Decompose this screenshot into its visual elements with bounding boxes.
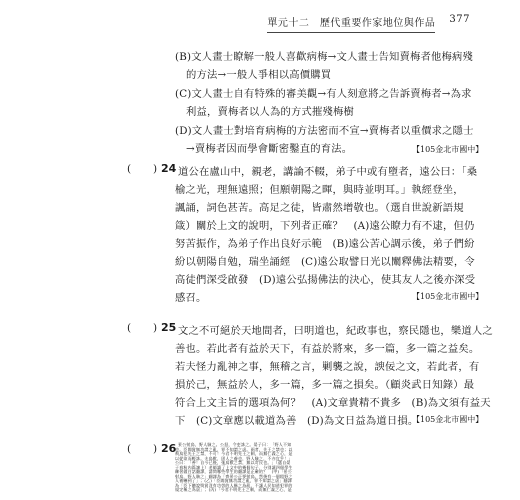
question-line: 高徒們深受啟發 (D)遠公弘揚佛法的決心，使其友人之後亦深受	[175, 274, 476, 286]
question-line: 文之不可絕於天地間者，曰明道也，紀政事也，察民隱也，樂道人之	[178, 325, 493, 337]
option-line: (B)文人畫士瞭解一般人喜歡病梅→文人畫士告知賣梅者他梅病殘	[175, 51, 473, 63]
question-line: 規定稱之為虐」；(丙)「今君不明先王之制，而無仁義之心，是	[175, 487, 292, 492]
question-line: 感召。	[175, 292, 207, 304]
q23-options	[175, 48, 475, 158]
question-line: 損於己，無益於人，多一篇，多一篇之損矣。（顧炎武日知錄）最	[175, 379, 475, 391]
answer-paren-close: )	[153, 443, 158, 455]
q25-source: 【105金北市國中】	[412, 415, 484, 424]
question-line: 練習做白話翻譯，請問哪些學生的翻譯是正確的？ (甲)「景公	[175, 469, 292, 474]
question-number-25: 25	[161, 321, 177, 334]
question-line: 景公射鳥，野人駭之。公怒，令吏誅之。晏子曰：「野人不知	[178, 442, 292, 447]
answer-paren-close: )	[153, 163, 158, 175]
page-number: 377	[449, 14, 470, 25]
answer-paren-open: (	[127, 163, 132, 175]
answer-paren-open: (	[127, 443, 132, 455]
question-number-24: 24	[161, 162, 177, 175]
question-line: 為「臣下聽說獎賞沒有功勞的人稱之為亂，不讓人民知道犯罪的	[175, 482, 293, 488]
chapter-title: 單元十二 歷代重要作家地位與作品	[267, 14, 435, 33]
option-line: (D)文人畫士對培育病梅的方法密而不宣→賣梅者以重價求之隱士	[175, 124, 474, 137]
question-line: 努苦振作，為弟子作出良好示範 (B)遠公苦心調示後，弟子們紛	[175, 238, 475, 250]
question-line: 若夫怪力亂神之事，無稽之言，剿襲之說，諛佞之文，若此者，有	[175, 361, 480, 373]
answer-paren-close: )	[153, 322, 158, 334]
question-line: 下 (C)文章應以載道為善 (D)為文日益為道日損。	[175, 415, 419, 427]
option-line: 的方法→一般人爭相以高價購買	[186, 69, 332, 82]
answer-paren-open: (	[127, 322, 132, 334]
question-line: 善也。若此者有益於天下，有益於將來，多一篇，多一篇之益矣。	[175, 343, 480, 355]
question-line: 公曰：「善！自今已後，弛鳥獸之禁，無以苛民也。」（選自晏	[175, 460, 291, 465]
question-line: 人被嚇到了」；(乙)「臣聞賞無功謂之亂，罪不知謂之虐」翻譯	[175, 478, 292, 483]
question-line: 符合上文主旨的選項為何？ (A)文章貴精不貴多 (B)為文須有益天	[175, 397, 491, 409]
question-line: 射鳥，野人駭之」翻譯為「齊景公正要射鳥，然後有一個粗野之	[175, 473, 293, 479]
option-line: →賣梅者因而學會斷密鑿直的育法。	[186, 143, 353, 156]
option-line: 利益，賣梅者以人為的方式摧殘梅樹	[186, 106, 354, 119]
question-line: 紛以朝陽自勉，瑞坐誦經 (C)遠公取譬日光以闡釋佛法精要，令	[175, 256, 475, 268]
q23-source: 【105金北市國中】	[412, 145, 484, 154]
question-line: 以從欲而輕誅。夫鳥獸，固人之養也，野人駭之，不亦宜乎！」	[175, 455, 293, 461]
question-number-26: 26	[161, 442, 177, 455]
question-line: 也。臣聞賞無功謂之亂，罪不知謂之虐。兩者，先王之禁也；以	[175, 446, 293, 452]
question-line: 子春秋內篇諫上）老師讀了上文中的幾個句子，分別讓四個學生	[175, 464, 293, 470]
q24-source: 【105金北市國中】	[412, 292, 484, 301]
question-line: 飛鳥犯先王之禁，不可！今君不明先王之制，而無仁義之心，是	[175, 451, 293, 456]
question-line: 諷誦，詞色甚苦。高足之徒，皆肅然增敬也。（選自世說新語規	[175, 202, 464, 214]
question-line: 道公在盧山中，親老，講論不輟，弟子中或有墮者，遠公曰：「桑	[178, 166, 478, 178]
option-line: (C)文人畫士自有特殊的審美觀→有人刻意將之告訴賣梅者→為求	[175, 87, 472, 100]
question-line: 榆之光，理無遠照；但願朝陽之暉，與時並明耳。」執經登坐，	[175, 184, 464, 196]
question-line: 箴）關於上文的說明，下列者正確？ (A)遠公瞭力有不逮，但仍	[175, 220, 475, 232]
page-header	[0, 14, 470, 33]
